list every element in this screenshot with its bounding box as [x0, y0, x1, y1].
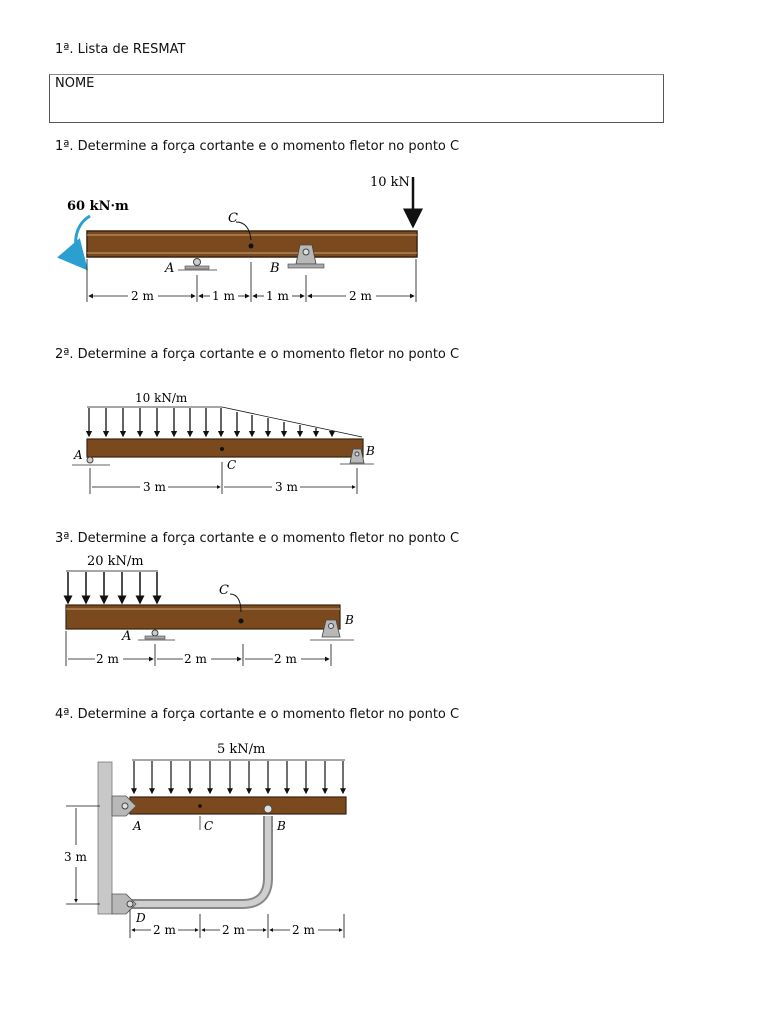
height-label: 3 m — [64, 850, 87, 864]
dim-label: 2 m — [222, 923, 245, 937]
dim-label: 3 m — [275, 480, 298, 494]
beam — [130, 797, 346, 814]
question-3-text: 3ª. Determine a força cortante e o momento fletor no ponto C — [55, 531, 460, 546]
distributed-load-arrows — [89, 408, 332, 436]
point-c-dot — [239, 619, 244, 624]
figure-4 — [0, 732, 380, 947]
point-b-label: B — [270, 261, 280, 276]
moment-label: 60 kN·m — [67, 199, 129, 214]
point-c-label: C — [204, 819, 214, 833]
name-label: NOME — [55, 76, 95, 91]
point-c-label: C — [228, 211, 238, 226]
point-a-label: A — [74, 448, 83, 462]
figure-3 — [0, 548, 380, 673]
question-1-text: 1ª. Determine a força cortante e o momento fletor no ponto C — [55, 139, 460, 154]
force-label: 10 kN — [370, 175, 410, 190]
name-field-box[interactable] — [49, 74, 664, 123]
figure-1 — [0, 165, 460, 310]
load-label: 10 kN/m — [135, 391, 188, 405]
dim-label: 2 m — [184, 652, 207, 666]
distributed-load-arrows — [68, 572, 157, 603]
point-c-label: C — [227, 458, 237, 472]
point-c-dot — [220, 447, 224, 451]
load-label: 5 kN/m — [217, 742, 266, 757]
distributed-load-arrows — [134, 761, 343, 793]
point-b-label: B — [277, 819, 286, 833]
point-b-label: B — [345, 613, 354, 627]
dim-label: 2 m — [349, 289, 372, 303]
dim-label: 2 m — [153, 923, 176, 937]
figure-2 — [0, 385, 400, 500]
list-title: 1ª. Lista de RESMAT — [55, 42, 186, 57]
point-d-label: D — [136, 911, 146, 925]
load-label: 20 kN/m — [87, 554, 144, 569]
beam — [87, 439, 363, 457]
question-2-text: 2ª. Determine a força cortante e o momento fletor no ponto C — [55, 347, 460, 362]
dim-label: 2 m — [96, 652, 119, 666]
dim-label: 1 m — [212, 289, 235, 303]
point-b-label: B — [366, 444, 375, 458]
point-c-dot — [249, 244, 254, 249]
point-a-label: A — [165, 261, 175, 276]
dim-label: 3 m — [143, 480, 166, 494]
point-a-label: A — [133, 819, 142, 833]
point-c-dot — [198, 804, 202, 808]
wall — [98, 762, 112, 914]
dim-label: 1 m — [266, 289, 289, 303]
dim-label: 2 m — [274, 652, 297, 666]
dim-label: 2 m — [131, 289, 154, 303]
question-4-text: 4ª. Determine a força cortante e o momento fletor no ponto C — [55, 707, 460, 722]
point-a-label: A — [122, 629, 132, 644]
dim-label: 2 m — [292, 923, 315, 937]
point-c-label: C — [219, 583, 229, 598]
